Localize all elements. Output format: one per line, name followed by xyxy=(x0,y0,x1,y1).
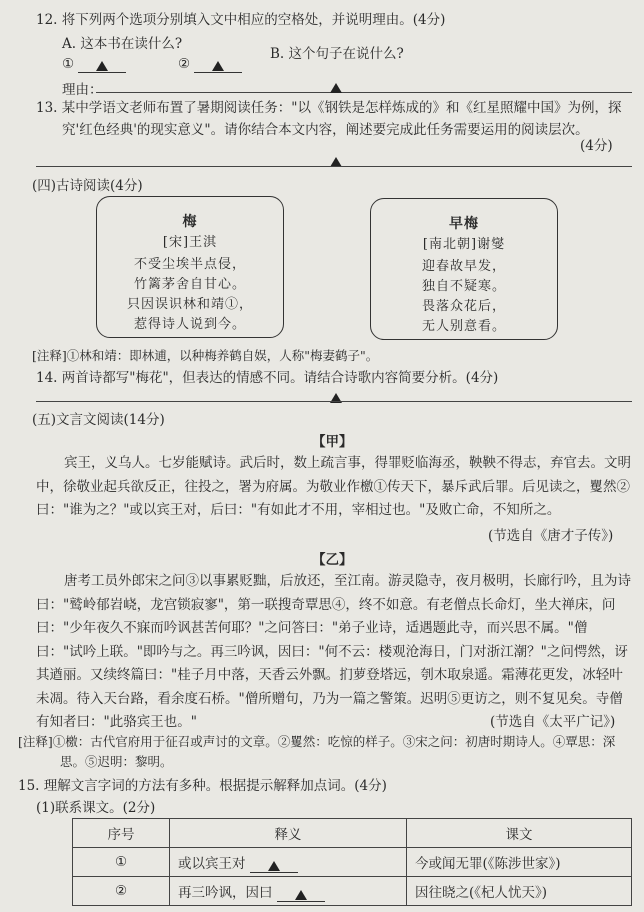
q12-answer-blank-2[interactable] xyxy=(178,56,242,73)
poem-line: 畏落众花后， xyxy=(421,299,506,314)
q14-answer-line[interactable] xyxy=(36,401,632,402)
poem-line: 不受尘埃半点侵， xyxy=(133,257,246,272)
answer-triangle-icon xyxy=(330,154,342,170)
q13-line-2: 究'红色经典'的现实意义"。请你结合本文内容，阐述要完成此任务需要运用的阅读层次。 xyxy=(62,122,589,138)
row-text: 今或闻无罪(《陈涉世家》) xyxy=(407,848,632,877)
q12-reason-line[interactable] xyxy=(96,92,632,93)
q13-points: (4分) xyxy=(580,138,613,154)
answer-blank-line xyxy=(250,858,298,873)
answer-blank-line xyxy=(78,58,126,73)
q15-stem: 15. 理解文言字词的方法有多种。根据提示解释加点词。(4分) xyxy=(18,778,387,794)
poem-line: 独自不疑寒。 xyxy=(421,279,506,294)
passage-annotation-line-2: 思。⑤迟明：黎明。 xyxy=(60,754,173,769)
passage-jia-source: (节选自《唐才子传》) xyxy=(488,528,614,544)
row-phrase: 再三吟讽，因曰 xyxy=(178,884,273,901)
poem-box-mei xyxy=(96,196,284,338)
row-number: ① xyxy=(73,848,170,877)
blank-label: ① xyxy=(62,56,75,72)
q12-answer-blank-1[interactable] xyxy=(62,56,126,73)
q13-line-1: 13. 某中学语文老师布置了暑期阅读任务："以《钢铁是怎样炼成的》和《红星照耀中国》为例，探 xyxy=(36,100,622,116)
passage-jia-text: 宾王，义乌人。七岁能赋诗。武后时，数上疏言事，得罪贬临海丞，鞅鞅不得志，弃官去。文明中，徐敬业起兵欲反正，往投之，署为府属。为敬业作檄①传天下，暴斥武后罪。后见读之，矍然②曰："谁为之？"或以宾王对，后曰："有如此才不用，宰相过也。"及败亡命，不知所之。 xyxy=(36,455,631,518)
passage-jia xyxy=(36,452,634,523)
poem-author: [南北朝]谢燮 xyxy=(422,237,506,252)
q15-table xyxy=(72,818,632,906)
poem-box-zaomei xyxy=(370,198,558,340)
q12-reason-label: 理由： xyxy=(62,82,103,98)
answer-blank-line xyxy=(277,887,325,902)
q13-answer-line[interactable] xyxy=(36,166,632,167)
blank-label: ② xyxy=(178,56,191,72)
answer-triangle-icon xyxy=(295,890,307,900)
row-number: ② xyxy=(73,877,170,906)
poem-title: 早梅 xyxy=(449,216,479,232)
q12-option-a: A. 这本书在读什么? xyxy=(62,36,183,52)
table-header: 释义 xyxy=(170,819,407,848)
poem-title: 梅 xyxy=(182,214,198,230)
table-header: 序号 xyxy=(73,819,170,848)
table-header: 课文 xyxy=(407,819,632,848)
passage-yi-title: 【乙】 xyxy=(312,552,353,568)
answer-triangle-icon xyxy=(268,861,280,871)
row-text: 因往晓之(《杞人忧天》) xyxy=(407,877,632,906)
passage-yi-text: 唐考工员外郎宋之问③以事累贬黜，后放还，至江南。游灵隐寺，夜月极明，长廊行吟，且为诗曰："鹫岭郁岧峣，龙宫锁寂寥"，第一联搜奇覃思④，终不如意。有老僧点长命灯，坐大禅床，问曰："少年夜久不寐而吟讽甚苦何耶？"之问答曰："弟子业诗，适遇题此寺，而兴思不属。"僧曰："试吟上联。"即吟与之。再三吟讽，因曰："何不云：楼观沧海日，门对浙江潮？"之问愕然，讶其遒丽。又续终篇曰："桂子月中落，天香云外飘。扪萝登塔远，刳木取泉遥。霜薄花更发，冰轻叶未凋。待入天台路，看余度石桥。"僧所赠句，乃为一篇之警策。迟明⑤更访之，则不复见矣。寺僧有知者曰："此骆宾王也。" xyxy=(36,573,631,730)
poem-line: 只因误识林和靖①， xyxy=(126,297,253,312)
passage-yi-source: (节选自《太平广记》) xyxy=(490,714,616,730)
q14-stem: 14. 两首诗都写"梅花"，但表达的情感不同。请结合诗歌内容简要分析。(4分) xyxy=(36,370,499,386)
poem-line: 惹得诗人说到今。 xyxy=(133,317,246,332)
answer-triangle-icon xyxy=(212,61,224,71)
q15-sub-1: (1)联系课文。(2分) xyxy=(36,800,156,816)
answer-triangle-icon xyxy=(96,61,108,71)
passage-annotation-line-1: [注释]①檄：古代官府用于征召或声讨的文章。②矍然：吃惊的样子。③宋之问：初唐时期诗人。④覃思：深 xyxy=(18,734,616,749)
answer-blank-line xyxy=(194,58,242,73)
poem-line: 迎春故早发， xyxy=(421,259,506,274)
section-5-title: (五)文言文阅读(14分) xyxy=(32,412,165,428)
row-phrase: 或以宾王对 xyxy=(178,855,246,872)
row-phrase-cell[interactable] xyxy=(170,877,407,906)
poem-annotation: [注释]①林和靖：即林逋，以种梅养鹤自娱，人称"梅妻鹤子"。 xyxy=(32,348,379,363)
row-phrase-cell[interactable] xyxy=(170,848,407,877)
answer-triangle-icon xyxy=(330,390,342,406)
poem-author: [宋]王淇 xyxy=(162,235,218,250)
table-row xyxy=(73,877,632,906)
table-row xyxy=(73,848,632,877)
q12-stem: 12. 将下列两个选项分别填入文中相应的空格处，并说明理由。(4分) xyxy=(36,12,446,28)
poem-line: 无人别意看。 xyxy=(421,319,506,334)
q12-option-b: B. 这个句子在说什么? xyxy=(270,46,404,62)
answer-triangle-icon xyxy=(330,80,342,96)
section-4-title: (四)古诗阅读(4分) xyxy=(32,178,143,194)
passage-jia-title: 【甲】 xyxy=(312,434,353,450)
poem-line: 竹篱茅舍自甘心。 xyxy=(133,277,246,292)
table-header-row xyxy=(73,819,632,848)
